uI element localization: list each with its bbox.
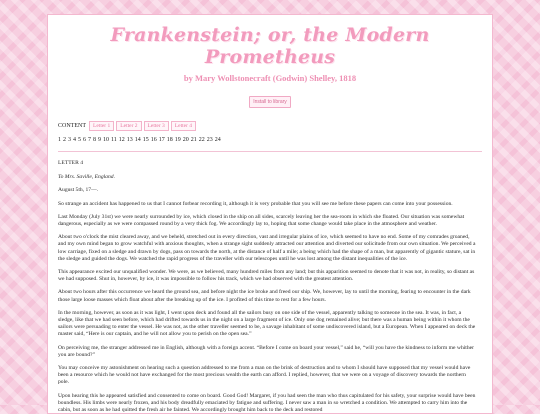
page-numbers[interactable]: 1 2 3 4 5 6 7 8 9 10 11 12 13 14 15 16 17 18 19 20 21 22 23 24 bbox=[58, 137, 221, 143]
book-page bbox=[47, 14, 493, 414]
letter-date: August 5th, 17—. bbox=[58, 187, 99, 194]
book-title: Frankenstein; or, the Modern Prometheus bbox=[110, 24, 430, 68]
install-button[interactable]: Install to library bbox=[249, 96, 291, 108]
tab-letter-2[interactable]: Letter 2 bbox=[116, 121, 141, 131]
paragraph: Last Monday (July 31st) we were nearly surrounded by ice, which closed in the ship on all sides, scarcely leaving her the sea-room in which she floated. Our situation was somewhat dangerous, especially as we were compassed round by a very thick fog. We accordingly lay to, hoping that some change would take place in the atmosphere and weather. bbox=[58, 213, 465, 228]
tab-letter-3[interactable]: Letter 3 bbox=[144, 121, 169, 131]
tab-letter-4[interactable]: Letter 4 bbox=[171, 121, 196, 131]
paragraph: Upon hearing this he appeared satisfied and consented to come on board. Good God! Margaret, if you had seen the man who thus capitulated for his safety, your surprise would have been boundless. His limbs were nearly frozen, and his body dreadfully emaciated by fatigue and suffering. I never saw a man in so wretched a condition. We attempted to carry him into the cabin, but as soon as he had quitted the fresh air he fainted. We accordingly brought him back to the deck and restored bbox=[58, 392, 476, 414]
paragraph: In the morning, however, as soon as it was light, I went upon deck and found all the sailors busy on one side of the vessel, apparently talking to someone in the sea. It was, in fact, a sledge, like that we had seen before, which had drifted towards us in the night on a large fragment of ice. Only one dog remained alive; but there was a human being within it whom the sailors were persuading to enter the vessel. He was not, as the other traveller seemed to be, a savage inhabitant of some undiscovered island, but a European. When I appeared on deck the master said, “Here is our captain, and he will not allow you to perish on the open sea.” bbox=[58, 309, 476, 338]
letter-heading: LETTER 4 bbox=[58, 160, 84, 166]
paragraph: You may conceive my astonishment on hearing such a question addressed to me from a man on the brink of destruction and to whom I should have supposed that my vessel would have been a resource which he would not have exchanged for the most precious wealth the earth can afford. I replied, however, that we were on a voyage of discovery towards the northern pole. bbox=[58, 365, 471, 386]
paragraph: On perceiving me, the stranger addressed me in English, although with a foreign accent. “Before I come on board your vessel,” said he, “will you have the kindness to inform me whither you are bound?” bbox=[58, 344, 474, 358]
tab-letter-1[interactable]: Letter 1 bbox=[89, 121, 114, 131]
paragraph: About two hours after this occurrence we heard the ground sea, and before night the ice broke and freed our ship. We, however, lay to until the morning, fearing to encounter in the dark those large loose masses which float about after the breaking up of the ice. I profited of this time to rest for a few hours. bbox=[58, 289, 471, 303]
letter-salutation: To Mrs. Saville, England. bbox=[58, 174, 115, 181]
divider bbox=[58, 151, 482, 152]
content-nav bbox=[58, 121, 492, 131]
content-label: CONTENT bbox=[58, 123, 86, 129]
letter-text bbox=[58, 160, 478, 414]
paragraph: About two o'clock the mist cleared away, and we beheld, stretched out in every direction, vast and irregular plains of ice, which seemed to have no end. Some of my comrades groaned, and my own mind began to grow watchful with anxious thoughts, when a strange sight suddenly attracted our attention and diverted our solicitude from our own situation. We perceived a low carriage, fixed on a sledge and drawn by dogs, pass on towards the north, at the distance of half a mile; a being which had the shape of a man, but apparently of gigantic stature, sat in the sledge and guided the dogs. We watched the rapid progress of the traveller with our telescopes until he was lost among the distant inequalities of the ice. bbox=[58, 234, 476, 262]
book-byline: by Mary Wollstonecraft (Godwin) Shelley, 1818 bbox=[183, 73, 357, 83]
paragraph: This appearance excited our unqualified wonder. We were, as we believed, many hundred miles from any land; but this apparition seemed to denote that it was not, in reality, so distant as we had supposed. Shut in, however, by ice, it was impossible to follow his track, which we had observed with the greatest attention. bbox=[58, 269, 475, 283]
paragraph: So strange an accident has happened to us that I cannot forbear recording it, although it is very probable that you will see me before these papers can come into your possession. bbox=[58, 200, 453, 207]
